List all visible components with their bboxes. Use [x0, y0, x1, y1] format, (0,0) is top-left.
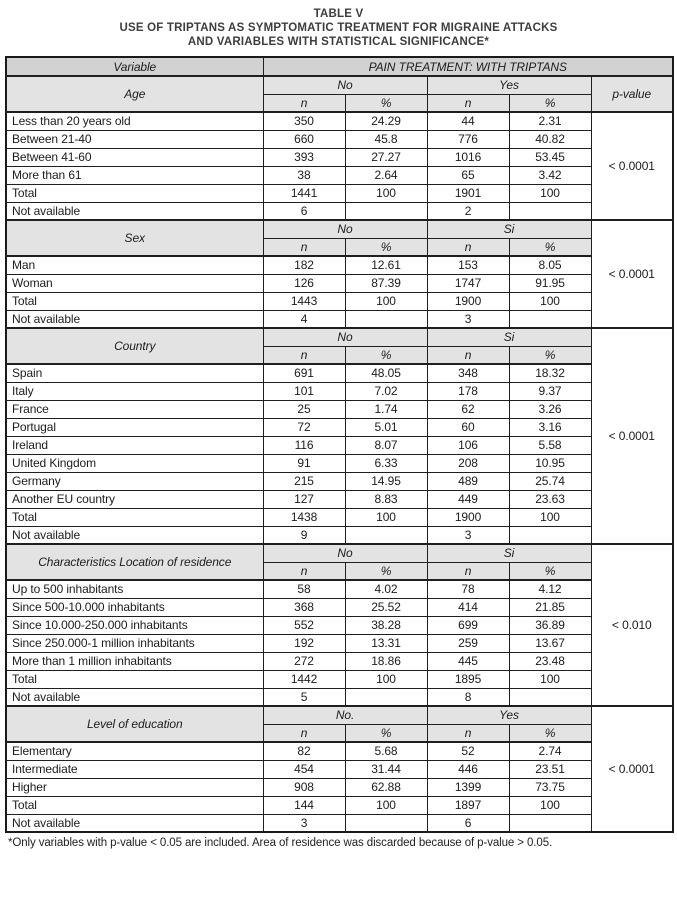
cell-yes-n: 1016 — [427, 148, 509, 166]
cell-yes-n: 178 — [427, 382, 509, 400]
table-row — [6, 184, 673, 202]
row-label: Intermediate — [6, 760, 263, 778]
cell-yes-pct: 21.85 — [509, 598, 591, 616]
cell-yes-pct: 100 — [509, 508, 591, 526]
no-n-header-country: n — [263, 346, 345, 364]
row-label: Less than 20 years old — [6, 112, 263, 130]
row-label: Germany — [6, 472, 263, 490]
table-row — [6, 670, 673, 688]
table-row — [6, 148, 673, 166]
section-header-row-country — [6, 328, 673, 346]
cell-no-n: 127 — [263, 490, 345, 508]
cell-no-pct: 4.02 — [345, 580, 427, 598]
cell-no-pct — [345, 526, 427, 544]
cell-yes-pct: 23.63 — [509, 490, 591, 508]
cell-yes-n: 106 — [427, 436, 509, 454]
cell-yes-pct: 36.89 — [509, 616, 591, 634]
cell-no-pct: 5.01 — [345, 418, 427, 436]
no-pct-header-age: % — [345, 94, 427, 112]
cell-no-pct — [345, 688, 427, 706]
row-label: More than 1 million inhabitants — [6, 652, 263, 670]
cell-no-pct: 27.27 — [345, 148, 427, 166]
cell-yes-n: 208 — [427, 454, 509, 472]
variable-column-header: Variable — [6, 57, 263, 76]
cell-yes-n: 1895 — [427, 670, 509, 688]
table-row — [6, 364, 673, 382]
cell-yes-n: 3 — [427, 526, 509, 544]
cell-no-n: 182 — [263, 256, 345, 274]
cell-no-n: 116 — [263, 436, 345, 454]
row-label: Portugal — [6, 418, 263, 436]
table-title-block — [5, 7, 672, 49]
table-row — [6, 256, 673, 274]
p-value-cell-characteristics-location-of-residence: < 0.010 — [591, 544, 673, 706]
cell-no-pct: 5.68 — [345, 742, 427, 760]
cell-no-n: 25 — [263, 400, 345, 418]
row-label: Elementary — [6, 742, 263, 760]
no-group-header-sex: No — [263, 220, 427, 238]
cell-no-pct: 45.8 — [345, 130, 427, 148]
no-n-header-sex: n — [263, 238, 345, 256]
yes-group-header-country: Si — [427, 328, 591, 346]
cell-no-pct: 8.83 — [345, 490, 427, 508]
cell-yes-pct — [509, 814, 591, 832]
section-name-age: Age — [6, 76, 263, 112]
table-row — [6, 112, 673, 130]
table-row — [6, 310, 673, 328]
yes-group-header-age: Yes — [427, 76, 591, 94]
row-label: Total — [6, 796, 263, 814]
section-name-sex: Sex — [6, 220, 263, 256]
cell-no-pct: 48.05 — [345, 364, 427, 382]
p-value-column-header: p-value — [591, 76, 673, 112]
yes-group-header-level-of-education: Yes — [427, 706, 591, 724]
cell-no-n: 215 — [263, 472, 345, 490]
table-row — [6, 598, 673, 616]
section-header-row-level-of-education — [6, 706, 673, 724]
row-label: Ireland — [6, 436, 263, 454]
row-label: Not available — [6, 526, 263, 544]
cell-no-pct: 24.29 — [345, 112, 427, 130]
cell-no-n: 454 — [263, 760, 345, 778]
cell-yes-n: 1900 — [427, 292, 509, 310]
cell-no-n: 350 — [263, 112, 345, 130]
cell-no-n: 192 — [263, 634, 345, 652]
no-group-header-age: No — [263, 76, 427, 94]
table-row — [6, 796, 673, 814]
cell-no-pct: 2.64 — [345, 166, 427, 184]
cell-yes-n: 776 — [427, 130, 509, 148]
cell-no-pct: 14.95 — [345, 472, 427, 490]
cell-yes-pct: 9.37 — [509, 382, 591, 400]
cell-no-pct: 38.28 — [345, 616, 427, 634]
row-label: Not available — [6, 814, 263, 832]
table-row — [6, 382, 673, 400]
row-label: Total — [6, 670, 263, 688]
cell-yes-n: 65 — [427, 166, 509, 184]
row-label: Total — [6, 292, 263, 310]
cell-no-n: 1438 — [263, 508, 345, 526]
cell-yes-pct: 2.31 — [509, 112, 591, 130]
cell-yes-pct: 2.74 — [509, 742, 591, 760]
cell-yes-n: 699 — [427, 616, 509, 634]
cell-no-pct: 100 — [345, 292, 427, 310]
cell-no-n: 1442 — [263, 670, 345, 688]
no-n-header-level-of-education: n — [263, 724, 345, 742]
cell-no-n: 1443 — [263, 292, 345, 310]
cell-yes-pct: 23.51 — [509, 760, 591, 778]
cell-no-n: 368 — [263, 598, 345, 616]
cell-yes-n: 78 — [427, 580, 509, 598]
cell-yes-pct: 13.67 — [509, 634, 591, 652]
table-row — [6, 400, 673, 418]
cell-yes-n: 8 — [427, 688, 509, 706]
cell-no-pct: 100 — [345, 508, 427, 526]
table-row — [6, 778, 673, 796]
table-row — [6, 436, 673, 454]
table-row — [6, 454, 673, 472]
cell-no-pct: 12.61 — [345, 256, 427, 274]
table-row — [6, 760, 673, 778]
cell-yes-pct: 10.95 — [509, 454, 591, 472]
no-group-header-characteristics-location-of-residence: No — [263, 544, 427, 562]
table-row — [6, 652, 673, 670]
row-label: Man — [6, 256, 263, 274]
no-pct-header-country: % — [345, 346, 427, 364]
row-label: Since 500-10.000 inhabitants — [6, 598, 263, 616]
cell-yes-n: 1747 — [427, 274, 509, 292]
cell-yes-n: 60 — [427, 418, 509, 436]
cell-yes-pct — [509, 202, 591, 220]
p-value-cell-level-of-education: < 0.0001 — [591, 706, 673, 832]
section-header-row-characteristics-location-of-residence — [6, 544, 673, 562]
cell-no-pct: 13.31 — [345, 634, 427, 652]
cell-yes-pct — [509, 526, 591, 544]
table-row — [6, 130, 673, 148]
cell-no-pct — [345, 814, 427, 832]
table-row — [6, 508, 673, 526]
cell-no-n: 91 — [263, 454, 345, 472]
no-group-header-country: No — [263, 328, 427, 346]
statistics-table — [5, 56, 674, 833]
cell-no-pct: 7.02 — [345, 382, 427, 400]
cell-yes-n: 1900 — [427, 508, 509, 526]
cell-yes-n: 153 — [427, 256, 509, 274]
no-n-header-age: n — [263, 94, 345, 112]
cell-no-n: 58 — [263, 580, 345, 598]
cell-yes-pct: 100 — [509, 292, 591, 310]
cell-yes-pct: 91.95 — [509, 274, 591, 292]
cell-no-pct: 100 — [345, 796, 427, 814]
no-pct-header-level-of-education: % — [345, 724, 427, 742]
row-label: Total — [6, 184, 263, 202]
no-pct-header-sex: % — [345, 238, 427, 256]
cell-yes-pct — [509, 310, 591, 328]
cell-no-n: 691 — [263, 364, 345, 382]
cell-yes-pct: 100 — [509, 670, 591, 688]
cell-yes-n: 2 — [427, 202, 509, 220]
section-header-row-sex — [6, 220, 673, 238]
table-row — [6, 580, 673, 598]
cell-yes-pct: 40.82 — [509, 130, 591, 148]
no-pct-header-characteristics-location-of-residence: % — [345, 562, 427, 580]
yes-n-header-age: n — [427, 94, 509, 112]
section-name-country: Country — [6, 328, 263, 364]
cell-yes-n: 1399 — [427, 778, 509, 796]
cell-yes-n: 1901 — [427, 184, 509, 202]
cell-yes-pct: 3.26 — [509, 400, 591, 418]
cell-yes-pct: 3.42 — [509, 166, 591, 184]
row-label: Italy — [6, 382, 263, 400]
yes-n-header-level-of-education: n — [427, 724, 509, 742]
cell-yes-pct: 18.32 — [509, 364, 591, 382]
table-row — [6, 616, 673, 634]
cell-yes-pct: 23.48 — [509, 652, 591, 670]
row-label: Total — [6, 508, 263, 526]
cell-yes-pct: 100 — [509, 184, 591, 202]
cell-yes-n: 348 — [427, 364, 509, 382]
row-label: Since 10.000-250.000 inhabitants — [6, 616, 263, 634]
cell-no-pct: 31.44 — [345, 760, 427, 778]
row-label: More than 61 — [6, 166, 263, 184]
yes-n-header-country: n — [427, 346, 509, 364]
table-row — [6, 742, 673, 760]
yes-pct-header-characteristics-location-of-residence: % — [509, 562, 591, 580]
row-label: Up to 500 inhabitants — [6, 580, 263, 598]
cell-no-n: 72 — [263, 418, 345, 436]
cell-yes-pct: 25.74 — [509, 472, 591, 490]
section-name-characteristics-location-of-residence: Characteristics Location of residence — [6, 544, 263, 580]
no-group-header-level-of-education: No. — [263, 706, 427, 724]
cell-no-pct: 87.39 — [345, 274, 427, 292]
yes-pct-header-age: % — [509, 94, 591, 112]
row-label: Between 21-40 — [6, 130, 263, 148]
cell-no-n: 9 — [263, 526, 345, 544]
table-row — [6, 526, 673, 544]
cell-yes-n: 1897 — [427, 796, 509, 814]
table-row — [6, 202, 673, 220]
cell-no-pct: 6.33 — [345, 454, 427, 472]
cell-no-pct: 8.07 — [345, 436, 427, 454]
cell-no-n: 272 — [263, 652, 345, 670]
table-title-line-2: AND VARIABLES WITH STATISTICAL SIGNIFICANCE* — [187, 36, 490, 48]
cell-no-pct — [345, 202, 427, 220]
cell-yes-n: 446 — [427, 760, 509, 778]
table-title-line-1: USE OF TRIPTANS AS SYMPTOMATIC TREATMENT FOR MIGRAINE ATTACKS — [119, 22, 558, 34]
cell-no-pct: 1.74 — [345, 400, 427, 418]
cell-no-n: 660 — [263, 130, 345, 148]
cell-yes-pct: 8.05 — [509, 256, 591, 274]
cell-no-n: 552 — [263, 616, 345, 634]
cell-yes-n: 445 — [427, 652, 509, 670]
yes-pct-header-country: % — [509, 346, 591, 364]
cell-no-n: 393 — [263, 148, 345, 166]
cell-yes-pct: 100 — [509, 796, 591, 814]
cell-no-pct: 100 — [345, 670, 427, 688]
row-label: Another EU country — [6, 490, 263, 508]
table-row — [6, 292, 673, 310]
cell-yes-n: 44 — [427, 112, 509, 130]
row-label: Between 41-60 — [6, 148, 263, 166]
cell-yes-n: 489 — [427, 472, 509, 490]
cell-no-n: 1441 — [263, 184, 345, 202]
cell-yes-n: 414 — [427, 598, 509, 616]
table-number: TABLE V — [313, 8, 364, 20]
cell-no-n: 101 — [263, 382, 345, 400]
row-label: Not available — [6, 688, 263, 706]
section-name-level-of-education: Level of education — [6, 706, 263, 742]
table-row — [6, 490, 673, 508]
cell-no-n: 144 — [263, 796, 345, 814]
cell-yes-pct: 73.75 — [509, 778, 591, 796]
cell-no-pct — [345, 310, 427, 328]
treatment-column-header: PAIN TREATMENT: WITH TRIPTANS — [263, 57, 673, 76]
cell-no-pct: 25.52 — [345, 598, 427, 616]
cell-yes-n: 3 — [427, 310, 509, 328]
row-label: Since 250.000-1 million inhabitants — [6, 634, 263, 652]
cell-no-n: 908 — [263, 778, 345, 796]
yes-pct-header-level-of-education: % — [509, 724, 591, 742]
cell-yes-pct: 4.12 — [509, 580, 591, 598]
table-row — [6, 274, 673, 292]
cell-no-n: 6 — [263, 202, 345, 220]
cell-no-n: 4 — [263, 310, 345, 328]
p-value-cell-age: < 0.0001 — [591, 112, 673, 220]
table-row — [6, 418, 673, 436]
row-label: Woman — [6, 274, 263, 292]
cell-no-n: 3 — [263, 814, 345, 832]
yes-n-header-sex: n — [427, 238, 509, 256]
p-value-cell-country: < 0.0001 — [591, 328, 673, 544]
cell-yes-pct — [509, 688, 591, 706]
row-label: France — [6, 400, 263, 418]
cell-yes-n: 62 — [427, 400, 509, 418]
yes-n-header-characteristics-location-of-residence: n — [427, 562, 509, 580]
yes-group-header-sex: Si — [427, 220, 591, 238]
row-label: Not available — [6, 202, 263, 220]
cell-yes-n: 6 — [427, 814, 509, 832]
cell-yes-pct: 53.45 — [509, 148, 591, 166]
table-row — [6, 688, 673, 706]
row-label: Not available — [6, 310, 263, 328]
table-row — [6, 472, 673, 490]
cell-yes-n: 449 — [427, 490, 509, 508]
section-header-row-age — [6, 76, 673, 94]
p-value-cell-sex: < 0.0001 — [591, 220, 673, 328]
cell-yes-pct: 5.58 — [509, 436, 591, 454]
table-row — [6, 814, 673, 832]
no-n-header-characteristics-location-of-residence: n — [263, 562, 345, 580]
cell-yes-n: 259 — [427, 634, 509, 652]
cell-no-n: 38 — [263, 166, 345, 184]
cell-yes-n: 52 — [427, 742, 509, 760]
table-row — [6, 634, 673, 652]
yes-pct-header-sex: % — [509, 238, 591, 256]
table-top-header-row — [6, 57, 673, 76]
row-label: United Kingdom — [6, 454, 263, 472]
table-row — [6, 166, 673, 184]
cell-yes-pct: 3.16 — [509, 418, 591, 436]
row-label: Higher — [6, 778, 263, 796]
cell-no-pct: 100 — [345, 184, 427, 202]
row-label: Spain — [6, 364, 263, 382]
cell-no-n: 5 — [263, 688, 345, 706]
cell-no-n: 82 — [263, 742, 345, 760]
yes-group-header-characteristics-location-of-residence: Si — [427, 544, 591, 562]
cell-no-n: 126 — [263, 274, 345, 292]
cell-no-pct: 62.88 — [345, 778, 427, 796]
table-footnote: *Only variables with p-value < 0.05 are included. Area of residence was discarded because of p-value > 0.05. — [8, 837, 553, 849]
cell-no-pct: 18.86 — [345, 652, 427, 670]
